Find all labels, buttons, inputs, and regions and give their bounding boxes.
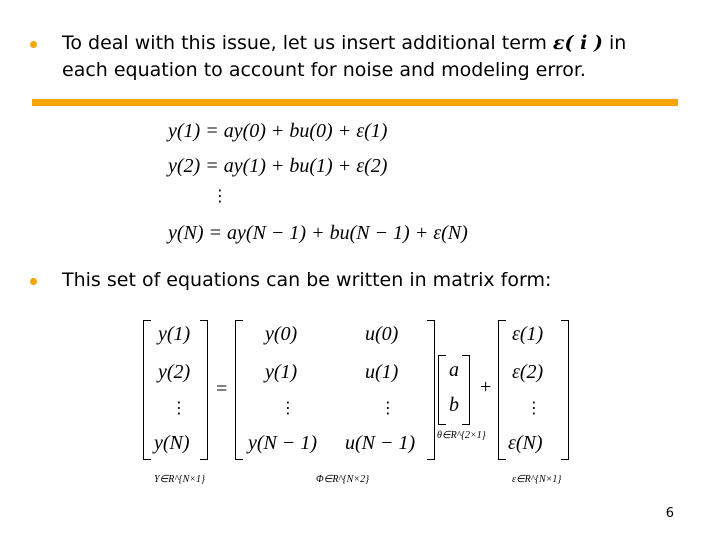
phi-cell-1-1: y(0) [265, 323, 298, 345]
eps-cell-vdots: ⋮ [526, 398, 542, 417]
theta-bracket-right [462, 355, 470, 425]
equals-sign: = [216, 378, 228, 400]
theta-cell-a: a [449, 359, 459, 381]
theta-bracket-left [438, 355, 446, 425]
eps-bracket-right [561, 320, 569, 460]
divider-rule [32, 99, 678, 106]
y-cell-N: y(N) [154, 432, 190, 454]
bullet-1 [30, 30, 690, 84]
y-bracket-right [200, 320, 208, 460]
page-number: 6 [665, 506, 674, 521]
bullet-1-line1-after: in [602, 32, 627, 54]
y-dimension-label: Y∈R^{N×1} [154, 474, 206, 485]
equation-1: y(1) = ay(0) + bu(0) + ε(1) [168, 120, 388, 142]
eps-bracket-left [498, 320, 506, 460]
phi-cell-2-2: u(1) [365, 361, 399, 383]
phi-dimension-label: Φ∈R^{N×2} [316, 474, 370, 485]
phi-cell-N-1: y(N − 1) [248, 432, 318, 454]
y-cell-1: y(1) [158, 323, 191, 345]
y-cell-vdots: ⋮ [171, 398, 187, 417]
bullet-2-text: This set of equations can be written in matrix form: [62, 269, 552, 291]
eps-cell-1: ε(1) [512, 323, 544, 345]
eps-cell-N: ε(N) [508, 432, 543, 454]
bullet-1-line1-before: To deal with this issue, let us insert additional term [62, 32, 553, 54]
bullet-2 [30, 267, 690, 294]
phi-cell-vdots-2: ⋮ [380, 398, 396, 417]
eps-dimension-label: ε∈R^{N×1} [512, 474, 562, 485]
bullet-1-text [62, 30, 690, 84]
epsilon-term: ε( i ) [552, 32, 603, 54]
equation-N: y(N) = ay(N − 1) + bu(N − 1) + ε(N) [168, 222, 468, 244]
phi-cell-N-2: u(N − 1) [345, 432, 416, 454]
phi-cell-2-1: y(1) [265, 361, 298, 383]
phi-cell-vdots-1: ⋮ [280, 398, 296, 417]
phi-cell-1-2: u(0) [365, 323, 399, 345]
plus-sign: + [480, 376, 492, 398]
phi-bracket-left [235, 320, 243, 460]
y-bracket-left [143, 320, 151, 460]
bullet-dot-icon [30, 41, 37, 48]
bullet-dot-icon [30, 278, 37, 285]
y-cell-2: y(2) [158, 361, 191, 383]
equation-2: y(2) = ay(1) + bu(1) + ε(2) [168, 155, 388, 177]
theta-dimension-label: θ∈R^{2×1} [437, 430, 486, 441]
equation-vdots: ⋮ [212, 186, 228, 205]
bullet-1-line2: each equation to account for noise and modeling error. [62, 59, 586, 81]
phi-bracket-right [427, 320, 435, 460]
eps-cell-2: ε(2) [512, 361, 544, 383]
theta-cell-b: b [449, 394, 459, 416]
